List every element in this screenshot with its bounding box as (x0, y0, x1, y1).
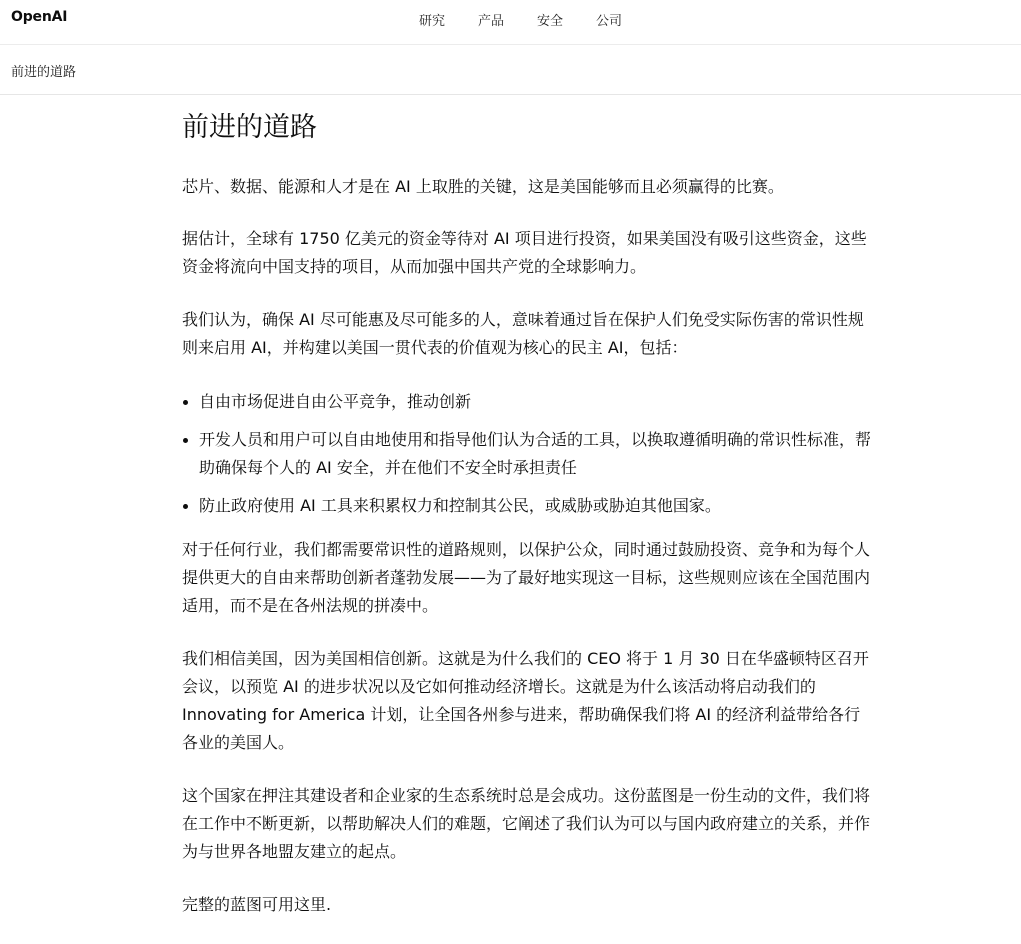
closing-suffix: . (326, 895, 332, 914)
closing-prefix: 完整的蓝图可用 (182, 895, 295, 914)
section-bar (0, 45, 1021, 95)
paragraph: 芯片、数据、能源和人才是在 AI 上取胜的关键，这是美国能够而且必须赢得的比赛。 (182, 177, 784, 196)
paragraph: 对于任何行业，我们都需要常识性的道路规则，以保护公众，同时通过鼓励投资、竞争和为每个人提供更大的自由来帮助创新者蓬勃发展——为了最好地实现这一目标，这些规则应该在全国范围内适用，而不是在各州法规的拼凑中。 (182, 540, 871, 615)
section-title[interactable]: 前进的道路 (11, 65, 77, 80)
paragraph: 据估计，全球有 1750 亿美元的资金等待对 AI 项目进行投资，如果美国没有吸引这些资金，这些资金将流向中国支持的项目，从而加强中国共产党的全球影响力。 (182, 229, 867, 276)
paragraph: 我们认为，确保 AI 尽可能惠及尽可能多的人，意味着通过旨在保护人们免受实际伤害的常识性规则来启用 AI，并构建以美国一贯代表的价值观为核心的民主 AI，包括： (182, 310, 864, 357)
nav-item-research[interactable]: 研究 (419, 14, 446, 29)
main-nav (419, 10, 622, 29)
closing-paragraph (182, 891, 872, 919)
bullet-list (182, 388, 872, 520)
list-item: 开发人员和用户可以自由地使用和指导他们认为合适的工具，以换取遵循明确的常识性标准，帮助确保每个人的 AI 安全，并在他们不安全时承担责任 (182, 426, 872, 482)
article-body (182, 108, 872, 919)
top-nav-bar (0, 0, 1021, 45)
blueprint-link[interactable]: 这里 (294, 895, 327, 914)
openai-logo[interactable]: OpenAI (11, 9, 68, 25)
paragraph: 我们相信美国，因为美国相信创新。这就是为什么我们的 CEO 将于 1 月 30 日在华盛顿特区召开会议，以预览 AI 的进步状况以及它如何推动经济增长。这就是为什么该活动将启动我们的 Innovating for America 计划，让全国各州参与进来，帮助确保我们将 AI 的经济利益带给各行各业的美国人。 (182, 649, 869, 752)
article-heading: 前进的道路 (182, 112, 317, 143)
paragraph: 这个国家在押注其建设者和企业家的生态系统时总是会成功。这份蓝图是一份生动的文件，我们将在工作中不断更新，以帮助解决人们的难题，它阐述了我们认为可以与国内政府建立的关系，并作为与世界各地盟友建立的起点。 (182, 786, 871, 861)
nav-item-company[interactable]: 公司 (596, 14, 623, 29)
list-item: 防止政府使用 AI 工具来积累权力和控制其公民，或威胁或胁迫其他国家。 (182, 492, 872, 520)
nav-item-products[interactable]: 产品 (478, 14, 505, 29)
list-item: 自由市场促进自由公平竞争，推动创新 (182, 388, 872, 416)
nav-item-safety[interactable]: 安全 (537, 14, 564, 29)
